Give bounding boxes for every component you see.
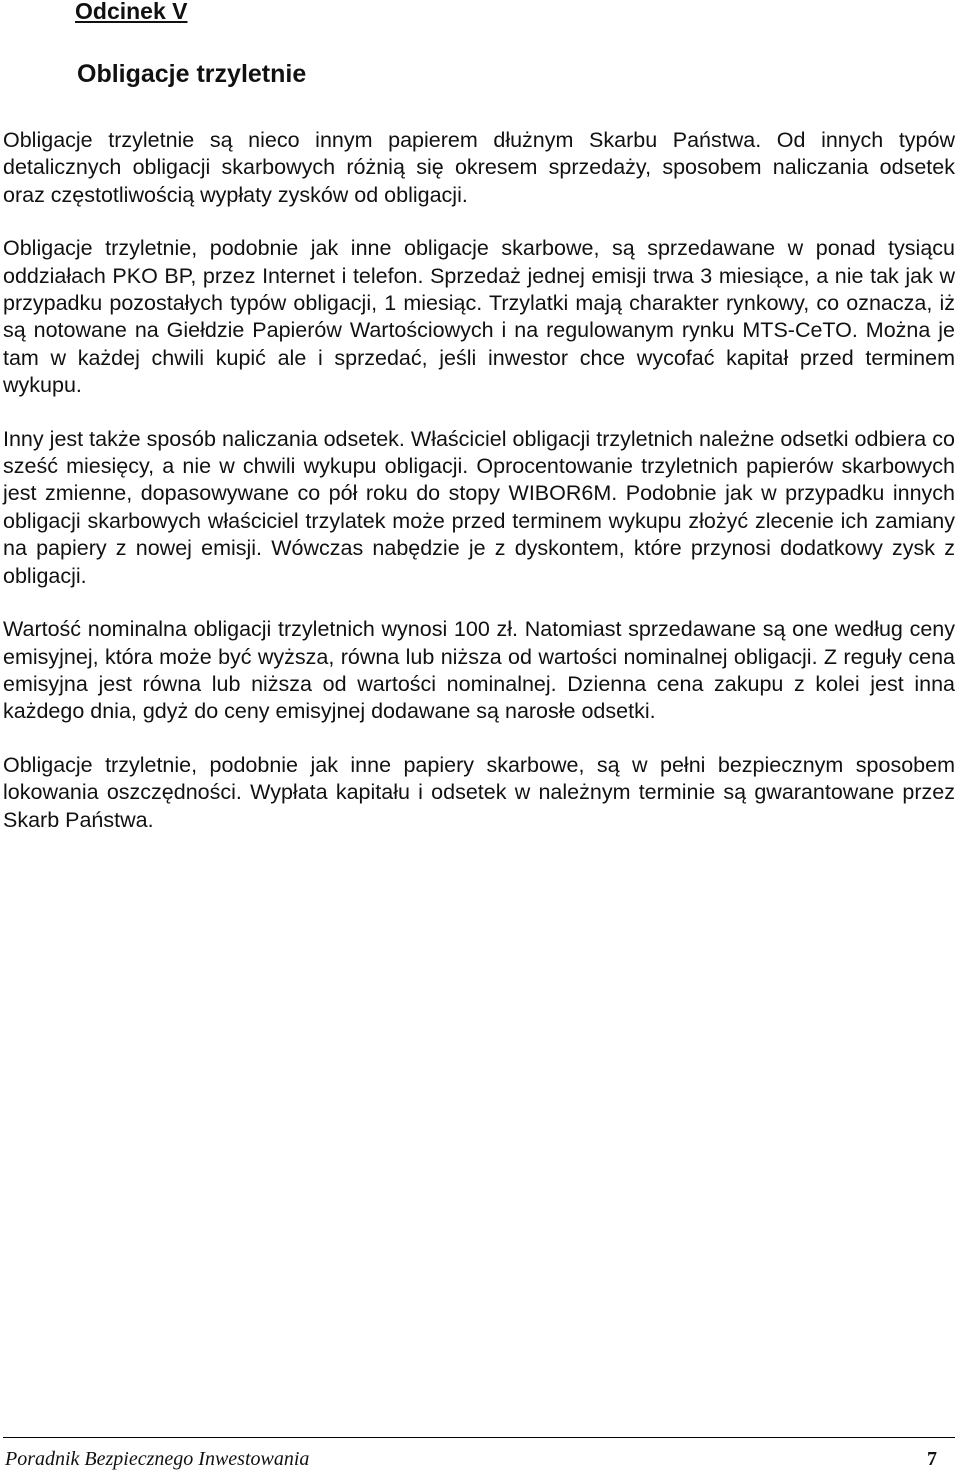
episode-heading: Odcinek V	[75, 0, 188, 24]
page-title: Obligacje trzyletnie	[77, 60, 307, 88]
page-number: 7	[927, 1448, 937, 1470]
paragraph-safety: Obligacje trzyletnie, podobnie jak inne papiery skarbowe, są w pełni bezpiecznym sposobem lokowania oszczędności. Wypłata kapitału i odsetek w należnym terminie są gwarantowane przez Skarb Państwa.	[3, 752, 955, 832]
footer-divider	[3, 1437, 955, 1438]
paragraph-sales: Obligacje trzyletnie, podobnie jak inne obligacje skarbowe, są sprzedawane w ponad tysiącu oddziałach PKO BP, przez Internet i telefon. Sprzedaż jednej emisji trwa 3 miesiące, a nie tak jak w przypadku pozostałych typów obligacji, 1 miesiąc. Trzylatki mają charakter rynkowy, co oznacza, iż są notowane na Giełdzie Papierów Wartościowych i na regulowanym rynku MTS-CeTO. Można je tam w każdej chwili kupić ale i sprzedać, jeśli inwestor chce wycofać kapitał przed terminem wykupu.	[3, 236, 955, 398]
paragraph-price: Wartość nominalna obligacji trzyletnich wynosi 100 zł. Natomiast sprzedawane są one według ceny emisyjnej, która może być wyższa, równa lub niższa od wartości nominalnej obligacji. Z reguły cena emisyjna jest równa lub niższa od wartości nominalnej. Dzienna cena zakupu z kolei jest inna każdego dnia, gdyż do ceny emisyjnej dodawane są narosłe odsetki.	[3, 617, 955, 724]
paragraph-interest: Inny jest także sposób naliczania odsetek. Właściciel obligacji trzyletnich należne odsetki odbiera co sześć miesięcy, a nie w chwili wykupu obligacji. Oprocentowanie trzyletnich papierów skarbowych jest zmienne, dopasowywane co pół roku do stopy WIBOR6M. Podobnie jak w przypadku innych obligacji skarbowych właściciel trzylatek może przed terminem wykupu złożyć zlecenie ich zamiany na papiery z nowej emisji. Wówczas nabędzie je z dyskontem, które przynosi dodatkowy zysk z obligacji.	[3, 426, 955, 588]
paragraph-intro: Obligacje trzyletnie są nieco innym papierem dłużnym Skarbu Państwa. Od innych typów detalicznych obligacji skarbowych różnią się okresem sprzedaży, sposobem naliczania odsetek oraz częstotliwością wypłaty zysków od obligacji.	[3, 128, 955, 207]
document-body	[3, 127, 955, 860]
footer-title: Poradnik Bezpiecznego Inwestowania	[5, 1448, 310, 1470]
